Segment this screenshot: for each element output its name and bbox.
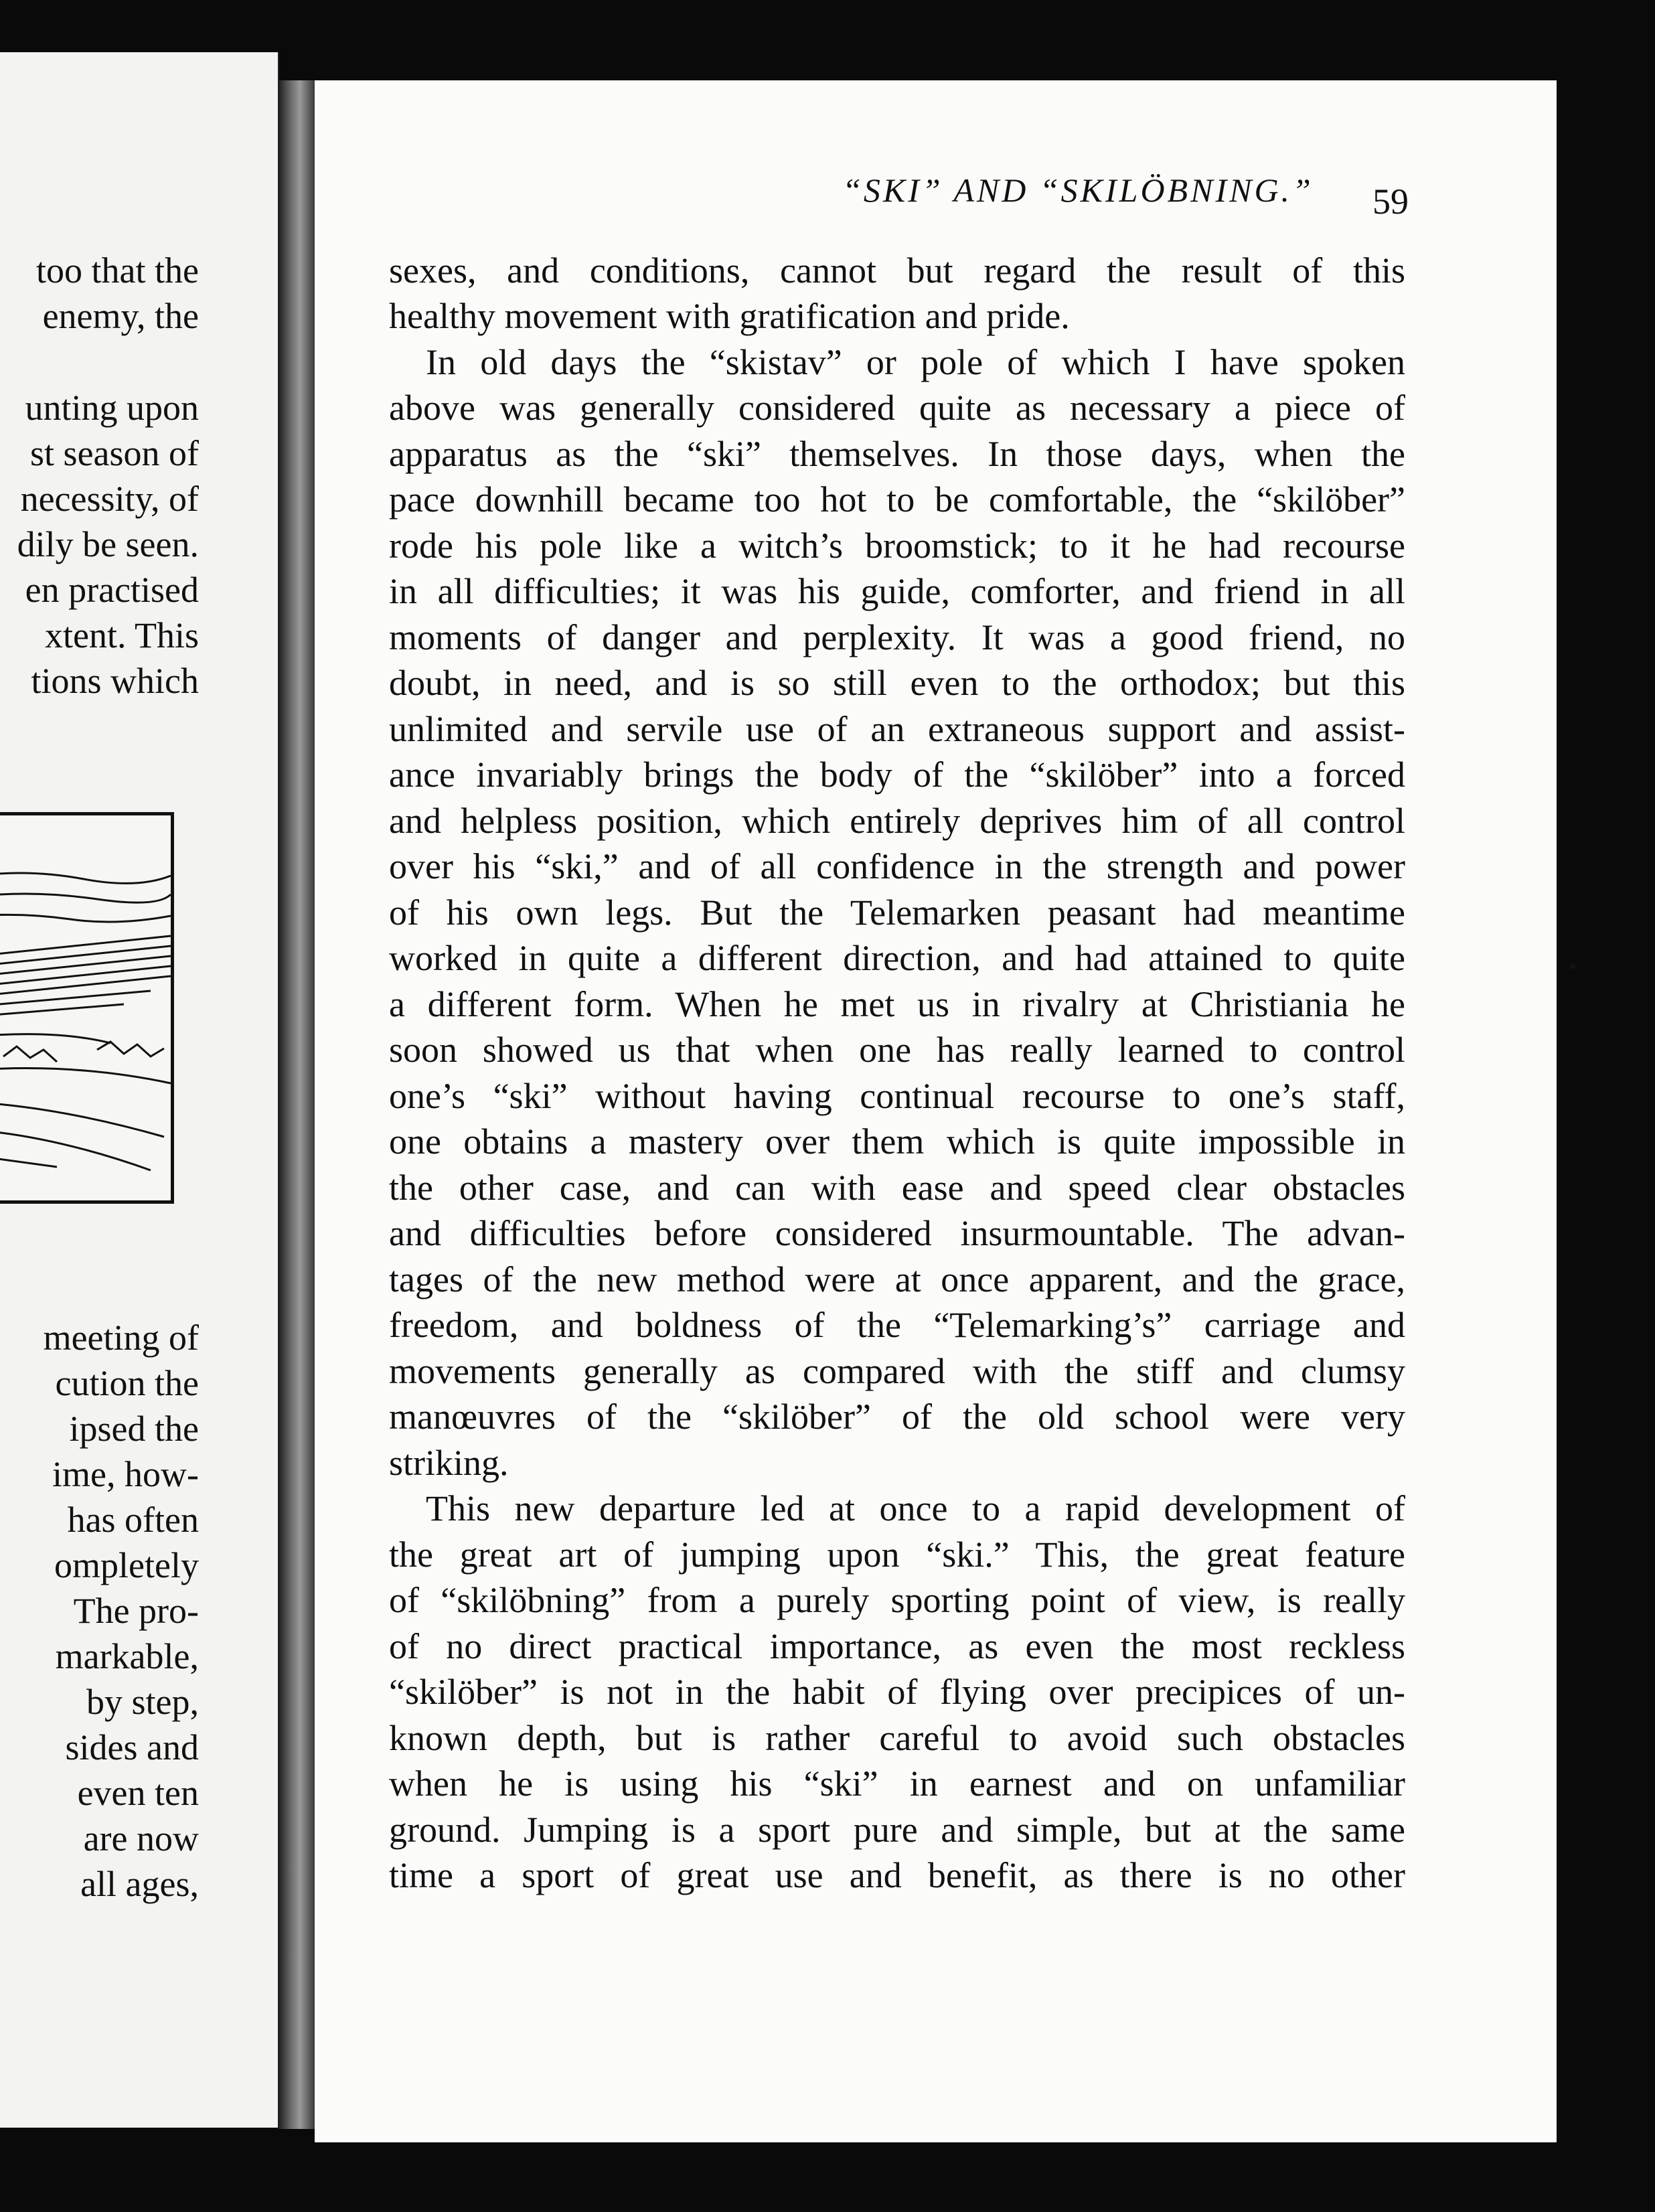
body-line: over his “ski,” and of all confidence in the strength and power xyxy=(389,846,1405,886)
body-line: when he is using his “ski” in earnest and on unfamiliar xyxy=(389,1763,1405,1804)
left-line: The pro- xyxy=(73,1591,199,1631)
left-line: has often xyxy=(67,1500,199,1540)
body-line: moments of danger and perplexity. It was a good friend, no xyxy=(389,617,1405,657)
body-line: a different form. When he met us in rivalry at Christiania he xyxy=(389,984,1405,1024)
body-line: movements generally as compared with the stiff and clumsy xyxy=(389,1351,1405,1391)
body-line: time a sport of great use and benefit, as there is no other xyxy=(389,1855,1405,1895)
body-line: one’s “ski” without having continual recourse to one’s staff, xyxy=(389,1076,1405,1116)
left-line: dily be seen. xyxy=(17,524,199,564)
page-number: 59 xyxy=(1372,181,1409,222)
body-line: sexes, and conditions, cannot but regard the result of this xyxy=(389,250,1405,291)
book-gutter xyxy=(278,80,315,2129)
body-line: pace downhill became too hot to be comfortable, the “skilöber” xyxy=(389,479,1405,520)
body-line: tages of the new method were at once apparent, and the grace, xyxy=(389,1259,1405,1299)
left-line: all ages, xyxy=(80,1864,199,1904)
left-line: enemy, the xyxy=(42,296,199,336)
left-line: en practised xyxy=(25,570,199,610)
running-head: “SKI” AND “SKILÖBNING.” xyxy=(842,171,1314,209)
body-line: the other case, and can with ease and speed clear obstacles xyxy=(389,1168,1405,1208)
left-line: are now xyxy=(83,1818,199,1859)
engraving-illustration xyxy=(0,812,174,1204)
left-facing-page xyxy=(0,52,279,2128)
body-line: and difficulties before considered insurmountable. The advan- xyxy=(389,1213,1405,1253)
body-line: ground. Jumping is a sport pure and simple, but at the same xyxy=(389,1810,1405,1850)
left-line: ipsed the xyxy=(69,1409,199,1449)
left-line: xtent. This xyxy=(44,615,199,655)
left-line: st season of xyxy=(30,433,199,473)
body-line: apparatus as the “ski” themselves. In those days, when the xyxy=(389,434,1405,474)
body-line: soon showed us that when one has really learned to control xyxy=(389,1030,1405,1070)
body-line: of no direct practical importance, as even the most reckless xyxy=(389,1626,1405,1666)
left-line: by step, xyxy=(86,1682,199,1722)
left-line: even ten xyxy=(77,1773,199,1813)
paragraph-start-line: In old days the “skistav” or pole of which I have spoken xyxy=(426,342,1405,382)
body-line: and helpless position, which entirely deprives him of all control xyxy=(389,801,1405,841)
left-line: markable, xyxy=(55,1636,199,1676)
body-line: “skilöber” is not in the habit of flying over precipices of un- xyxy=(389,1672,1405,1712)
body-line: manœuvres of the “skilöber” of the old school were very xyxy=(389,1397,1405,1437)
body-line: freedom, and boldness of the “Telemarking’s” carriage and xyxy=(389,1305,1405,1345)
left-line: cution the xyxy=(55,1363,199,1403)
left-line: sides and xyxy=(65,1727,199,1767)
left-line: ompletely xyxy=(54,1545,199,1585)
paragraph-start-line: This new departure led at once to a rapid development of xyxy=(426,1488,1405,1528)
body-line: known depth, but is rather careful to avoid such obstacles xyxy=(389,1718,1405,1758)
left-line: ime, how- xyxy=(52,1454,199,1494)
left-line: necessity, of xyxy=(20,479,199,519)
body-line: one obtains a mastery over them which is quite impossible in xyxy=(389,1121,1405,1162)
body-line: striking. xyxy=(389,1443,509,1483)
body-line: in all difficulties; it was his guide, comforter, and friend in all xyxy=(389,571,1405,611)
left-line: tions which xyxy=(31,661,199,701)
left-line: unting upon xyxy=(25,388,199,428)
left-line: too that the xyxy=(36,250,199,291)
body-line: rode his pole like a witch’s broomstick; to it he had recourse xyxy=(389,526,1405,566)
left-line: meeting of xyxy=(43,1318,199,1358)
body-line: unlimited and servile use of an extraneous support and assist- xyxy=(389,709,1405,749)
body-line: above was generally considered quite as necessary a piece of xyxy=(389,388,1405,428)
body-line: healthy movement with gratification and pride. xyxy=(389,296,1070,336)
body-line: the great art of jumping upon “ski.” This, the great feature xyxy=(389,1534,1405,1575)
body-line: worked in quite a different direction, and had attained to quite xyxy=(389,938,1405,978)
scan-speck xyxy=(1569,963,1576,969)
body-line: doubt, in need, and is so still even to the orthodox; but this xyxy=(389,663,1405,703)
body-line: of “skilöbning” from a purely sporting point of view, is really xyxy=(389,1580,1405,1620)
body-line: ance invariably brings the body of the “skilöber” into a forced xyxy=(389,755,1405,795)
book-page-59 xyxy=(315,80,1557,2142)
body-line: of his own legs. But the Telemarken peasant had meantime xyxy=(389,892,1405,933)
